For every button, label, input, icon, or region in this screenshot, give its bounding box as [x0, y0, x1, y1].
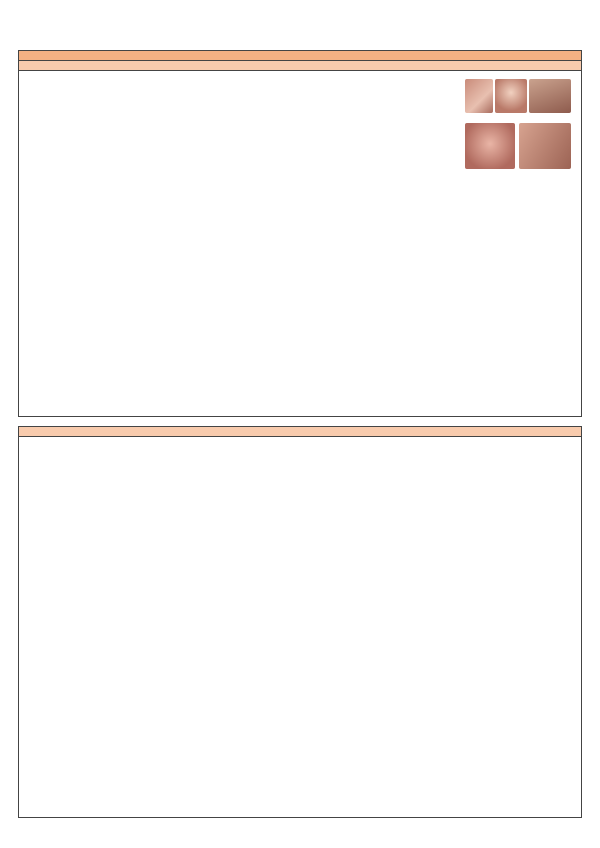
porfirias-title [19, 61, 581, 71]
porfirias-body [19, 71, 581, 416]
photo-lesion-1 [465, 79, 493, 113]
photo-face [465, 123, 515, 169]
diabetes-title [19, 427, 581, 437]
photo-lesion-2 [495, 79, 527, 113]
diabetes-section [18, 426, 582, 818]
tema-title [19, 51, 581, 61]
photo-hands [519, 123, 571, 169]
diabetes-table [19, 437, 581, 818]
porfirias-section [18, 50, 582, 417]
photo-lesion-3 [529, 79, 571, 113]
